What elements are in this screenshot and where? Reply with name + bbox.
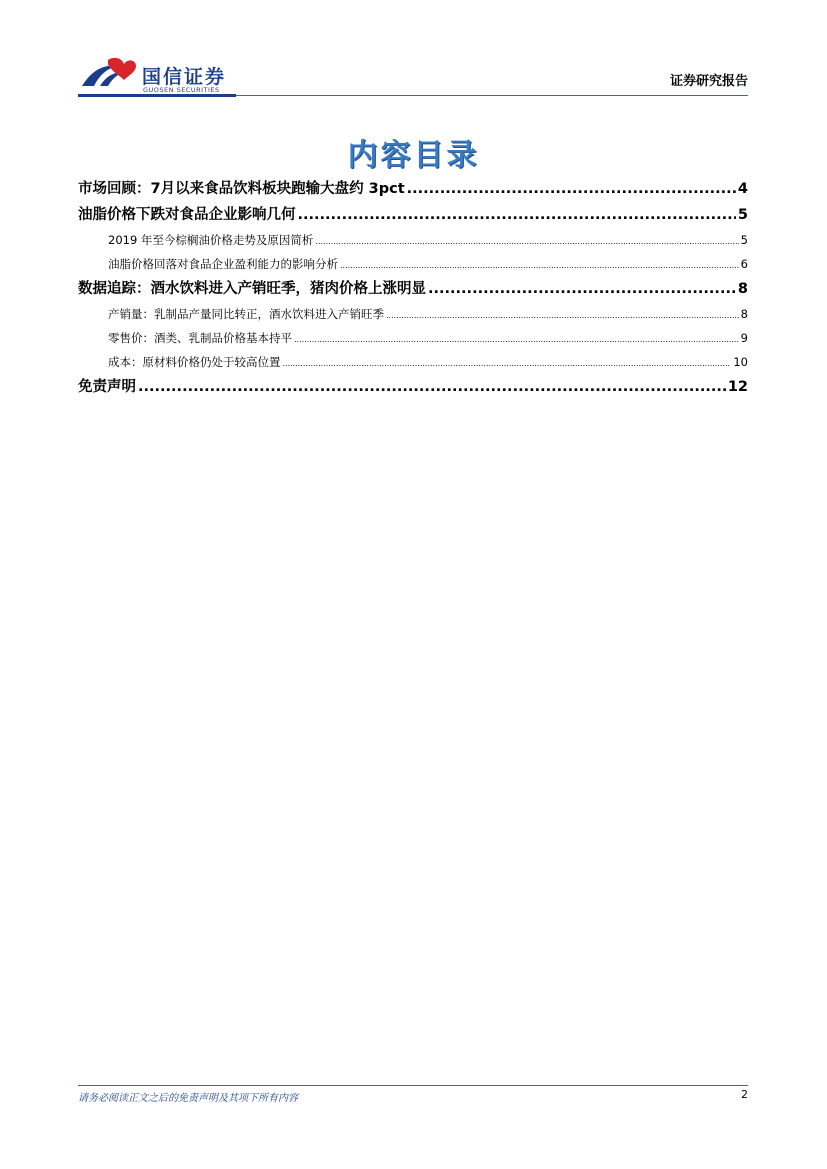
toc-entry-text: 免责声明 <box>78 379 136 395</box>
toc-entry[interactable] <box>78 228 748 252</box>
toc-entry[interactable] <box>78 302 748 326</box>
toc-entry-page: 10 <box>733 355 748 369</box>
logo-english-name: GUOSEN SECURITIES <box>143 86 220 94</box>
toc-title: 内容目录 <box>347 138 480 173</box>
toc-entry-page: 12 <box>727 379 748 395</box>
logo-chinese-name: 国信证券 <box>142 66 227 88</box>
header-divider-accent <box>78 94 236 97</box>
table-of-contents <box>78 176 748 400</box>
footer-divider <box>78 1085 748 1086</box>
toc-entry[interactable] <box>78 176 748 202</box>
toc-entry[interactable] <box>78 276 748 302</box>
toc-entry-page: 8 <box>740 307 748 321</box>
toc-entry[interactable] <box>78 326 748 350</box>
toc-entry-text: 油脂价格回落对食品企业盈利能力的影响分析 <box>108 257 338 271</box>
toc-entry-page: 4 <box>737 181 748 197</box>
footer-disclaimer-note: 请务必阅读正文之后的免责声明及其项下所有内容 <box>78 1093 298 1104</box>
toc-entry-text: 数据追踪：酒水饮料进入产销旺季，猪肉价格上涨明显 <box>78 281 426 297</box>
toc-leader-dots <box>315 228 738 252</box>
toc-entry-page: 6 <box>740 257 748 271</box>
toc-leader-dots <box>294 326 739 350</box>
toc-leader-dots <box>340 252 739 276</box>
guosen-logo-icon <box>78 56 138 92</box>
toc-leader-dots <box>283 350 732 374</box>
toc-entry-page: 8 <box>737 281 748 297</box>
toc-entry-text: 成本：原材料价格仍处于较高位置 <box>108 355 281 369</box>
toc-entry-text: 产销量：乳制品产量同比转正，酒水饮料进入产销旺季 <box>108 307 384 321</box>
toc-leader-dots <box>298 202 736 228</box>
toc-entry[interactable] <box>78 252 748 276</box>
toc-leader-dots <box>386 302 739 326</box>
toc-leader-dots <box>428 276 736 302</box>
toc-entry[interactable] <box>78 374 748 400</box>
toc-entry-text: 零售价：酒类、乳制品价格基本持平 <box>108 331 292 345</box>
toc-entry-text: 油脂价格下跌对食品企业影响几何 <box>78 207 296 223</box>
toc-entry-text: 市场回顾：7月以来食品饮料板块跑输大盘约 3pct <box>78 181 405 197</box>
toc-entry-page: 5 <box>737 207 748 223</box>
page-header <box>78 52 748 96</box>
toc-leader-dots <box>407 176 736 202</box>
toc-entry[interactable] <box>78 202 748 228</box>
toc-entry[interactable] <box>78 350 748 374</box>
toc-leader-dots <box>138 374 726 400</box>
toc-entry-page: 5 <box>740 233 748 247</box>
toc-entry-text: 2019 年至今棕榈油价格走势及原因简析 <box>108 233 314 247</box>
toc-entry-page: 9 <box>740 331 748 345</box>
report-type-label: 证券研究报告 <box>669 74 748 89</box>
page-number: 2 <box>741 1088 748 1101</box>
